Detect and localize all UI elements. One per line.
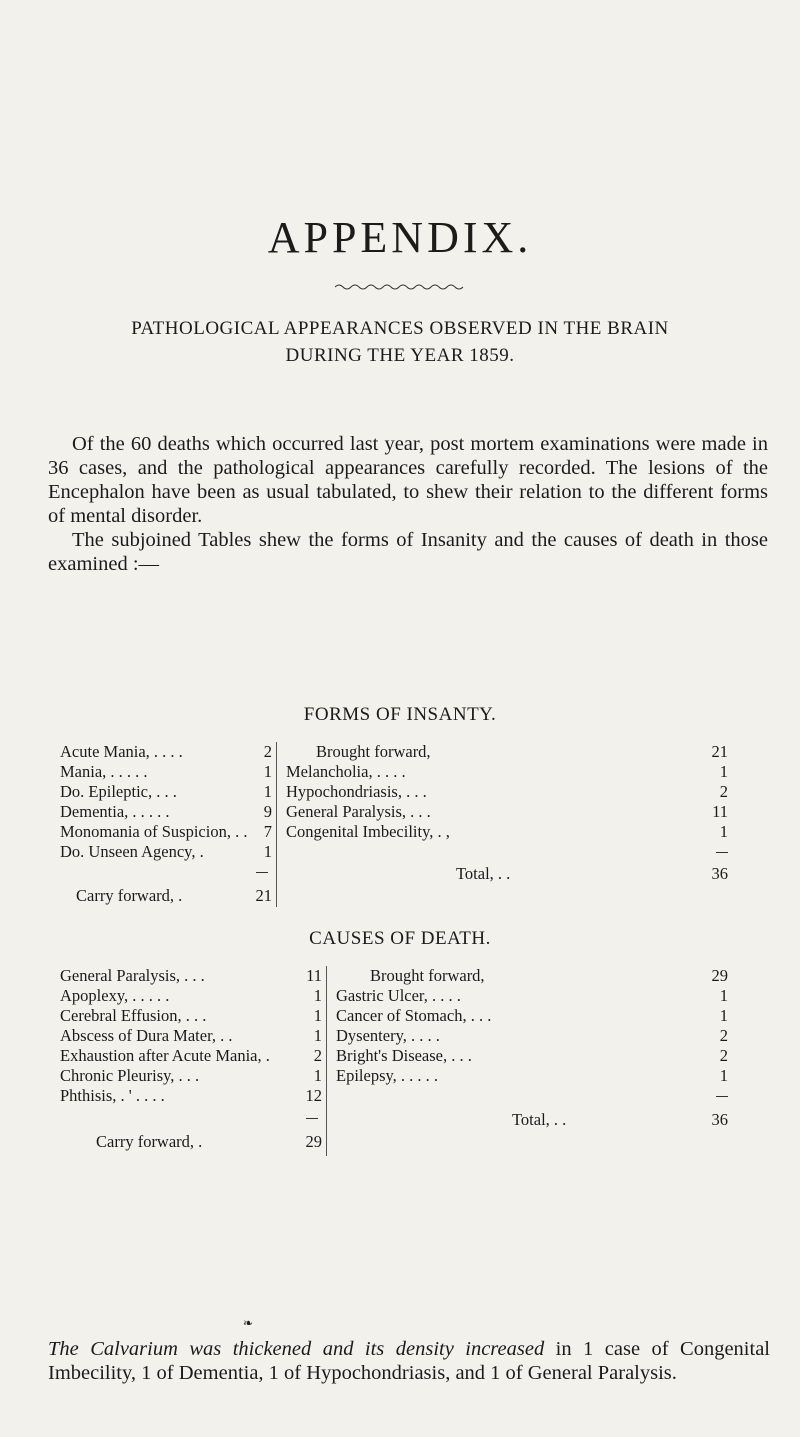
- closing-paragraph: [48, 1337, 770, 1385]
- forms-table: Acute Mania, . . . . 2 Mania, . . . . . 1 Do. Epileptic, . . . 1 Dementia, . . . . . 9 Monomania of Suspicion, . . 7 Do. Unseen Agency, . 1 Carry forward, . 21 Brought forward, 21 Melancholia, . . . . 1 Hypochondriasis, . . . 2 General Paralysis, . . . 11 Congenital Imbecility, . , 1 Total, . . 36: [60, 742, 728, 905]
- intro-paragraph-2: The subjoined Tables shew the forms of Insanity and the causes of death in those examined :—: [48, 529, 768, 575]
- sum-rule: [256, 872, 268, 873]
- heading-line-1: PATHOLOGICAL APPEARANCES OBSERVED IN THE BRAIN: [131, 318, 669, 339]
- closing-text: in 1 case of Congenital Imbecility, 1 of Dementia, 1 of Hypochondriasis, and 1 of General Paralysis.: [48, 1338, 770, 1384]
- intro-text: [48, 432, 768, 576]
- sum-rule: [716, 1096, 728, 1097]
- intro-paragraph-1: Of the 60 deaths which occurred last year, post mortem examinations were made in 36 cases, and the pathological appearances carefully recorded. The lesions of the Encephalon have been as usual tabulated, to shew their relation to the different forms of mental disorder.: [48, 433, 768, 527]
- sum-rule: [716, 852, 728, 853]
- forms-table-heading: FORMS OF INSANTY.: [303, 704, 497, 725]
- causes-table-heading: CAUSES OF DEATH.: [309, 928, 491, 949]
- heading-line-2: DURING THE YEAR 1859.: [285, 345, 515, 366]
- causes-table: General Paralysis, . . . 11 Apoplexy, . . . . . 1 Cerebral Effusion, . . . 1 Abscess of Dura Mater, . . 1 Exhaustion after Acute Mania, . 2 Chronic Pleurisy, . . . 1 Phthisis, . ' . . . . 12 Carry forward, . 29 Brought forward, 29 Gastric Ulcer, . . . . 1 Cancer of Stomach, . . . 1 Dysentery, . . . . 2 Bright's Disease, . . . 2 Epilepsy, . . . . . 1 Total, . . 36: [60, 966, 740, 1156]
- printer-mark: ❧: [243, 1316, 254, 1330]
- column-divider: [276, 742, 277, 907]
- sum-rule: [306, 1118, 318, 1119]
- wavy-rule-ornament: [335, 282, 465, 292]
- appendix-title: APPENDIX.: [267, 213, 533, 262]
- column-divider: [326, 966, 327, 1156]
- closing-italic-text: The Calvarium was thickened and its density increased: [48, 1338, 545, 1360]
